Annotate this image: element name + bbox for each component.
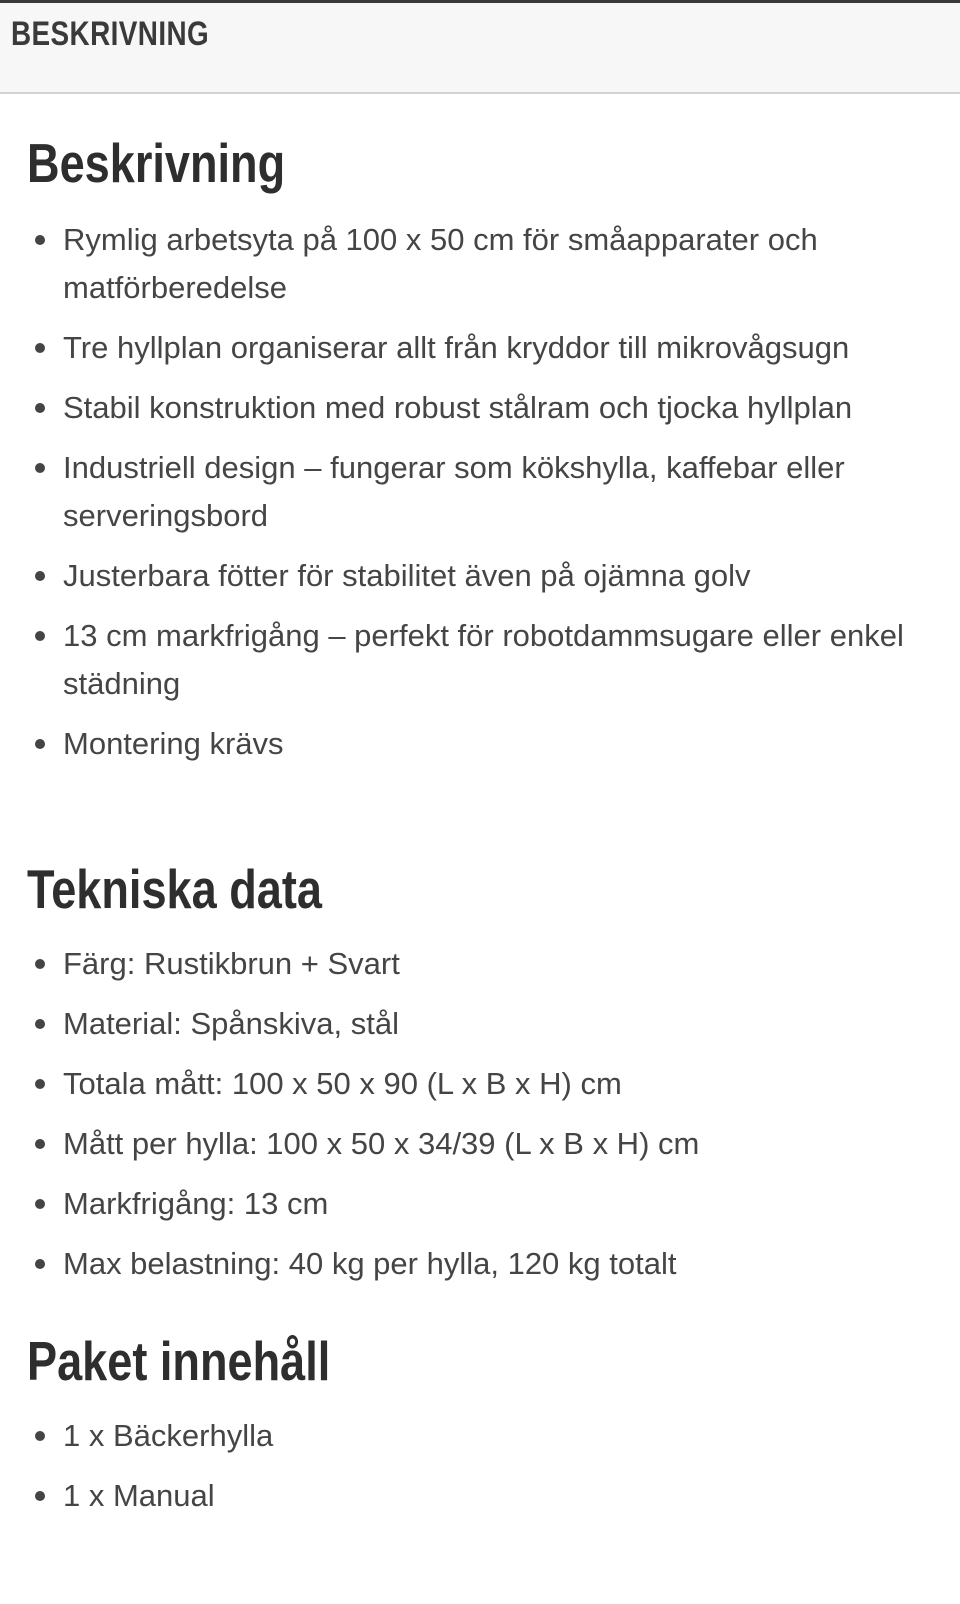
- list-item-text: Montering krävs: [63, 726, 284, 761]
- list-item: [0, 324, 960, 372]
- bullet-icon: [35, 631, 45, 641]
- list-item-text: 1 x Manual: [63, 1478, 215, 1513]
- bullet-icon: [35, 959, 45, 969]
- bullet-icon: [35, 571, 45, 581]
- list-item: [0, 940, 960, 988]
- package-contents-list: [0, 1412, 960, 1532]
- bullet-icon: [35, 235, 45, 245]
- list-item-text: Mått per hylla: 100 x 50 x 34/39 (L x B x H) cm: [63, 1126, 700, 1161]
- bullet-icon: [35, 1491, 45, 1501]
- list-item-text: Material: Spånskiva, stål: [63, 1006, 399, 1041]
- bullet-icon: [35, 463, 45, 473]
- list-item: [0, 612, 960, 708]
- description-list: [0, 216, 960, 780]
- list-item-text: Totala mått: 100 x 50 x 90 (L x B x H) cm: [63, 1066, 622, 1101]
- list-item: [0, 444, 960, 540]
- list-item: [0, 1180, 960, 1228]
- list-item-text: Max belastning: 40 kg per hylla, 120 kg totalt: [63, 1246, 677, 1281]
- description-tab-header[interactable]: [0, 0, 960, 94]
- list-item: [0, 1000, 960, 1048]
- list-item-text: 13 cm markfrigång – perfekt för robotdammsugare eller enkel städning: [63, 618, 904, 701]
- list-item: [0, 384, 960, 432]
- bullet-icon: [35, 739, 45, 749]
- bullet-icon: [35, 1079, 45, 1089]
- list-item-text: 1 x Bäckerhylla: [63, 1418, 274, 1453]
- list-item: [0, 552, 960, 600]
- section-heading-description: Beskrivning: [27, 132, 286, 194]
- technical-data-list: [0, 940, 960, 1300]
- list-item: [0, 216, 960, 312]
- section-heading-package-contents: Paket innehåll: [27, 1330, 331, 1392]
- list-item-text: Industriell design – fungerar som kökshylla, kaffebar eller serveringsbord: [63, 450, 845, 533]
- list-item: [0, 1120, 960, 1168]
- bullet-icon: [35, 1199, 45, 1209]
- list-item-text: Markfrigång: 13 cm: [63, 1186, 329, 1221]
- list-item-text: Färg: Rustikbrun + Svart: [63, 946, 400, 981]
- list-item-text: Stabil konstruktion med robust stålram och tjocka hyllplan: [63, 390, 853, 425]
- list-item: [0, 1240, 960, 1288]
- bullet-icon: [35, 1431, 45, 1441]
- list-item: [0, 720, 960, 768]
- list-item-text: Rymlig arbetsyta på 100 x 50 cm för småapparater och matförberedelse: [63, 222, 818, 305]
- bullet-icon: [35, 1019, 45, 1029]
- section-heading-technical-data: Tekniska data: [27, 858, 322, 920]
- list-item-text: Justerbara fötter för stabilitet även på ojämna golv: [63, 558, 751, 593]
- list-item: [0, 1472, 960, 1520]
- bullet-icon: [35, 1139, 45, 1149]
- list-item: [0, 1412, 960, 1460]
- list-item-text: Tre hyllplan organiserar allt från kryddor till mikrovågsugn: [63, 330, 850, 365]
- bullet-icon: [35, 403, 45, 413]
- bullet-icon: [35, 1259, 45, 1269]
- bullet-icon: [35, 343, 45, 353]
- list-item: [0, 1060, 960, 1108]
- tab-title: BESKRIVNING: [11, 15, 210, 53]
